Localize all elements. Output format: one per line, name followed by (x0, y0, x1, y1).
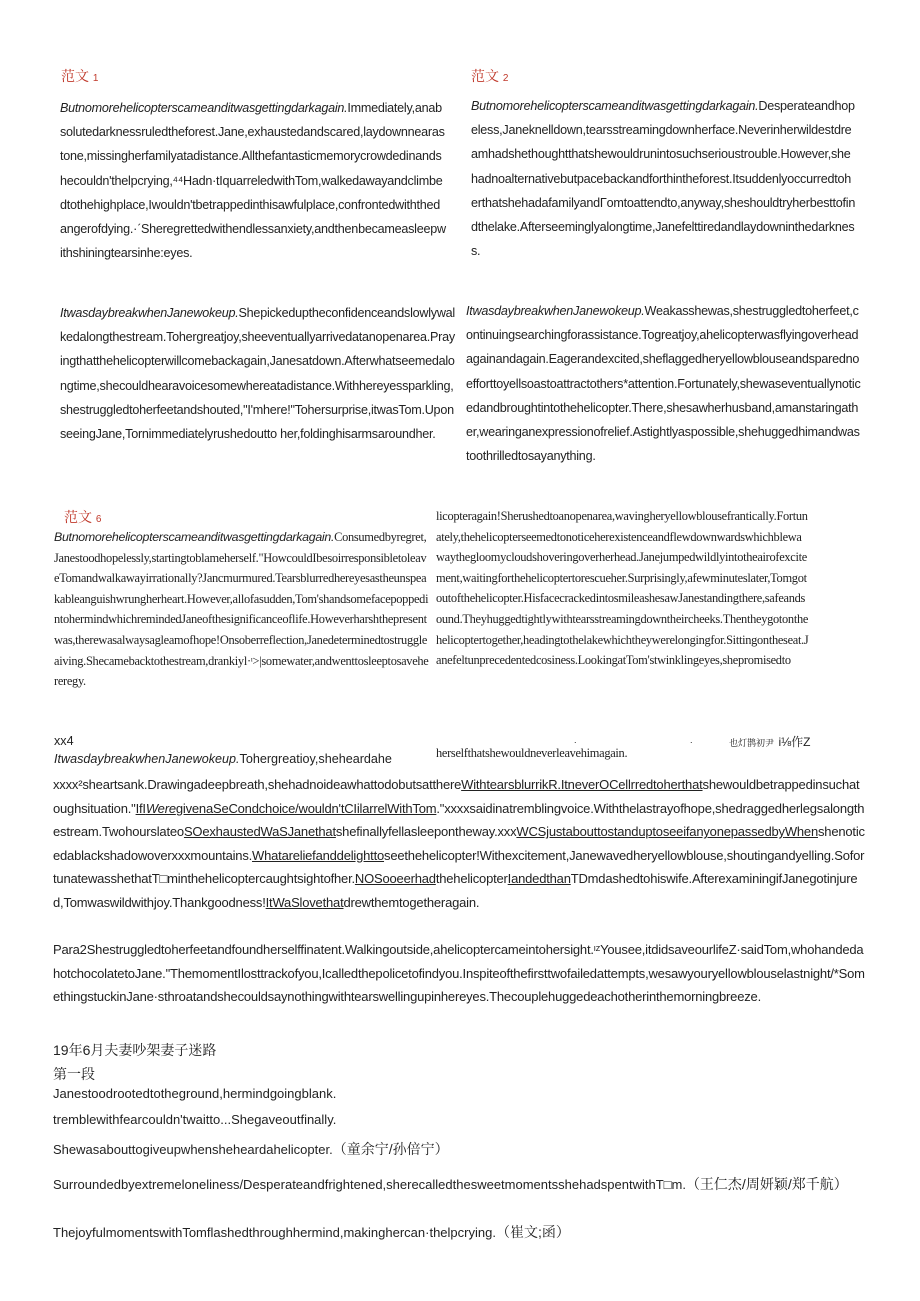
sample4-s2u: WithtearsblurrikR.ItneverOCellrredtoherthat (461, 777, 703, 792)
sample6-lead: Butnomorehelicopterscameanditwasgettingdarkagain. (54, 530, 335, 544)
sample4-s4: ."xxxxsaidinatremblingvoice.Withthelastrayofhope,shedraggedherlegsalongthestream.Twohourslateo (53, 800, 865, 840)
sample2-title-text: 范文 (471, 68, 499, 84)
sample1-title-text: 范文 (61, 68, 89, 84)
sample6-title-text: 范文 (64, 509, 92, 525)
sample4-s7: seethehelicopter!Withexcitement,Janewavedheryellowblouse,shoutingandyelling.SofortunatewasshethatT□minthehelicoptercaughtsightofher. (53, 847, 865, 887)
sample1-para1-lead: Butnomorehelicopterscameanditwasgettingdarkagain. (60, 101, 348, 115)
sample1-para1 (60, 96, 446, 265)
sample4-s6u: Whatareliefanddelightto (252, 847, 385, 863)
sample4-s5u2: When (784, 824, 818, 840)
sample4-s6: shenoticedablackshadowoverxxxmountains. (53, 824, 865, 863)
sample1-title-num: 1 (92, 73, 99, 84)
notes-heading: 19年6月夫妻吵架妻子迷路 (53, 1042, 217, 1058)
sample4-s2: xxxx²sheartsank.Drawingadeepbreath,shehadnoideawhattodobutsatthere (53, 777, 462, 792)
sample4-s1: Tohergreatioy,sheheardahe (239, 752, 392, 766)
notes-line5 (53, 1220, 873, 1245)
sample4-s3u2: givenaSeCondchoice/wouldn'tCIilarrelWithTom (175, 800, 437, 816)
notes-line3 (53, 1137, 873, 1162)
sample1-para2-body: Shepickeduptheconfidenceandslowlywalkedalongthestream.Tohergreatjoy,sheeventuallyarrivedatanopenarea.Prayingthatthehelicopterwillcomebackagain,Janesatdown.Afterwhatseemedalongtime,shecouldhearavoicesomewhereatadistance.Withhereyessparkling,shestruggledtoherfeetandshouted,"I'mhere!"Tohersurprise,itwasTom.UponseeingJane,Tornimmediatelyrushedoutto her,foldinghisarmsaroundher. (60, 306, 455, 442)
sample1-para1-body: Immediately,anabsolutedarknessruledtheforest.Jane,exhaustedandscared,laydownnearastone,missingherfamilyatadistance.Allthefantasticmemorycrowdedinandshecouldn'thelpcrying,⁴⁴Hadn·tIquarreledwithTom,walkedawayandclimbedtothehighplace,Iwouldn'tbetrappedinthisawfulplace,confrontedwiththedangerofdying.·ˊSheregrettedwithendlessanxiety,andthenbecameasleepwithshiningtearsinhe:eyes. (60, 101, 446, 261)
sample2-para2-body: Weakasshewas,shestruggledtoherfeet,continuingsearchingforassistance.Togreatjoy,ahelicopterwasflyingoverheadagainandagain.Eagerandexcited,sheflaggedheryellowblouseandsparednoefforttoyellsoastoattractothers*attention.Fortunately,shewaseventuallynoticedandbroughtintothehelicopter.There,shesawherhusband,amanstaringather,wearinganexpressionofrelief.Astightlyaspossible,shehuggedhimandwastoothrilledtosayanything. (466, 304, 861, 464)
notes-line4-cn: （王仁杰/周妍颖/郑千航） (685, 1176, 848, 1192)
notes-line4 (53, 1172, 865, 1197)
sample6-right-last (436, 743, 627, 764)
sample6-garble (729, 733, 810, 751)
sample6-right (436, 506, 810, 671)
sample4-s9: TDmdashedtohiswife.AfterexaminingifJanegotinjured,Tomwaswildwithjoy.Thankgoodness! (53, 871, 858, 910)
sample4-s3: shewouldbetrappedinsuchatoughsituation." (53, 777, 860, 816)
sample2-para2-lead: ItwasdaybreakwhenJanewokeup. (466, 304, 645, 318)
notes-section: 第一段 (53, 1066, 95, 1082)
notes-line3-text: Shewasabouttogiveupwhensheheardahelicopter. (53, 1142, 333, 1157)
sample2-para1 (471, 94, 857, 263)
sample6-dot1: . (574, 735, 577, 745)
sample6-title-num: 6 (95, 514, 102, 525)
sample4-para2: Para2Shestruggledtoherfeetandfoundherselffinatent.Walkingoutside,ahelicoptercameintohersight.ᶦᶻYousee,itdidsaveourlifeZ·saidTom,whohandedahotchocolatetoJane."ThemomentIlosttrackofyou,Icalledthepolicetofindyou.Inspiteofthefirsttwofailedattempts,wesawyouryellowblouselastnight/*SomethingstuckinJane·sthroatandshecouldsaynothingwithtearswellingupinhereyes.Thecouplehuggedeachotherinthemorningbreeze. (53, 942, 865, 1005)
notes-line5-text: ThejoyfulmomentswithTomflashedthroughhermind,makinghercan·thelpcrying. (53, 1225, 496, 1240)
sample4-s8u: Iandedthan (507, 871, 571, 887)
sample4-s3ui: Were (145, 800, 176, 816)
sample4-s8: thehelicopter (435, 871, 508, 887)
sample1-title (61, 66, 98, 86)
sample2-title (471, 66, 508, 86)
sample2-para2 (466, 299, 861, 468)
sample6-garble-text2: i⅛作Z (778, 735, 811, 749)
sample4-s10: drewthemtogetheragain. (343, 894, 480, 910)
sample4-label: xx4 (54, 734, 74, 748)
notes-line2: tremblewithfearcouldn'twaitto...Shegaveoutfinally. (53, 1112, 337, 1127)
sample1-para2-lead: ItwasdaybreakwhenJanewokeup. (60, 306, 239, 320)
sample6-right-text: licopteragain!Sherushedtoanopenarea,wavingheryellowblousefrantically.Fortunately,thehelicopterseemedtonoticeherexistenceandflewdownwardswhichblewawaythegloomycloudshoveringoverherhead.Janejumpedwildlyintotheairofexcitement,waitingforthehelicoptertorescueher.Surprisingly,afewminuteslater,Tomgotoutofthehelicopter.HisfacecrackedintosmileashesawJanestandingthere,safeandsound.Theyhuggedtightlywithtearsstreamingdowntheircheeks.Thentheygotonthehelicoptertogether,headingtothelakewhichtheywerelongingfor.Sittingontheseat.Janefeltunprecedentedcosiness.LookingatTom'stwinklingeyes,shepromisedto (436, 509, 809, 668)
sample4-s9u: ItWaSlove (265, 894, 323, 910)
sample4-body (53, 773, 865, 915)
sample4-first-line (54, 752, 392, 766)
sample4-s5: shefinallyfellasleepontheway.xxx (335, 824, 517, 840)
sample6-left (54, 527, 430, 692)
sample6-garble-text: 也灯鹊初尹 (729, 738, 775, 748)
sample6-body: Consumedbyregret,Janestoodhopelessly,startingtoblameherself."HowcouldIbesoirresponsibletoleaveTomandwalkawayirrationally?Jancmurmured.Tearsblurredhereyesastheunspeakableanguishwrungherheart.However,allofasudden,Tom'shandsomefacepoppedintohermindwhichremindedJaneofthesignificanceoflife.Howeverharshthepresentwas,therewasalwaysagleamofhope!Onsoberreflection,Janedeterminedtostruggleaiving.Shecamebacktothestream,drankiyl·ᶦ>|somewater,andwenttosleeptosavehereregy. (54, 530, 429, 689)
sample4-s5u: WCSjustabouttostanduptoseeifanyonepassedby (516, 824, 785, 840)
sample4-lead: ItwasdaybreakwhenJanewokeup. (54, 752, 240, 766)
sample2-para1-lead: Butnomorehelicopterscameanditwasgettingdarkagain. (471, 99, 759, 113)
sample2-para1-body: Desperateandhopeless,Janeknelldown,tearsstreamingdownherface.Neverinherwildestdreamhadshethoughtthatshewouldrunintosuchserioustrouble.However,shehadnoalternativebutpacebackandforthintheforest.ItsuddenlyoccurredtoherthatshehadafamilyandΓomtoattendto,anyway,sheshouldtryherbesttofindthelake.Afterseeminglyalongtime,Janefelttiredandlaydowninthedarkness. (471, 99, 856, 259)
sample1-para2 (60, 301, 456, 446)
sample6-dot2: . (690, 735, 693, 745)
sample2-title-num: 2 (502, 73, 509, 84)
sample4-s9u2: that (322, 894, 344, 910)
notes-line4-text: Surroundedbyextremeloneliness/Desperateandfrightened,sherecalledthesweetmomentsshehadspentwithT□m. (53, 1177, 686, 1192)
notes-line3-cn: （童余宁/孙倍宁） (332, 1141, 449, 1157)
sample6-title (64, 507, 101, 527)
sample4-s3u: IfI (135, 800, 146, 816)
sample4-s4u: SOexhaustedWaSJanethat (183, 824, 336, 840)
sample4-s7u: NOSooeerhad (354, 871, 436, 887)
notes-line5-cn: （崔文;函） (495, 1224, 570, 1240)
notes-line1: Janestoodrootedtotheground,hermindgoingblank. (53, 1086, 337, 1101)
sample6-right-last-text: herselfthatshewouldneverleavehimagain. (436, 746, 628, 760)
